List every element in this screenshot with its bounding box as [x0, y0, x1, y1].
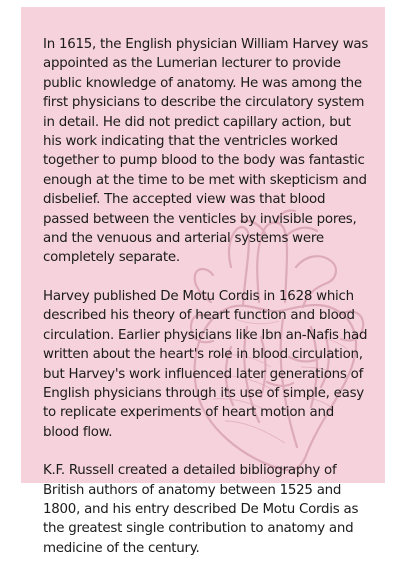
paragraph-3: K.F. Russell created a detailed bibliography of British authors of anatomy between 1525 and 1800, and his entry described De Motu Cordis as the greatest single contribution to anatomy and medicine of the century. — [43, 463, 359, 556]
paragraph-1: In 1615, the English physician William Harvey was appointed as the Lumerian lecturer to provide public knowledge of anatomy. He was among the first physicians to describe the circulatory system in detail. He did not predict capillary action, but his work indicating that the ventricles worked together to pump blood to the body was fantastic enough at the time to be met with skepticism and disbelief. The accepted view was that blood passed between the venticles by invisible pores, and the venuous and arterial systems were completely separate. — [43, 37, 369, 266]
paragraph-2: Harvey published De Motu Cordis in 1628 which described his theory of heart function and blood circulation. Earlier physicians like Ibn an-Nafis had written about the heart's role in blood circulation, but Harvey's work influenced later generations of English physicians through its use of simple, easy to replicate experiments of heart motion and blood flow. — [43, 288, 368, 440]
text-panel — [21, 7, 385, 556]
article-text — [43, 35, 369, 577]
